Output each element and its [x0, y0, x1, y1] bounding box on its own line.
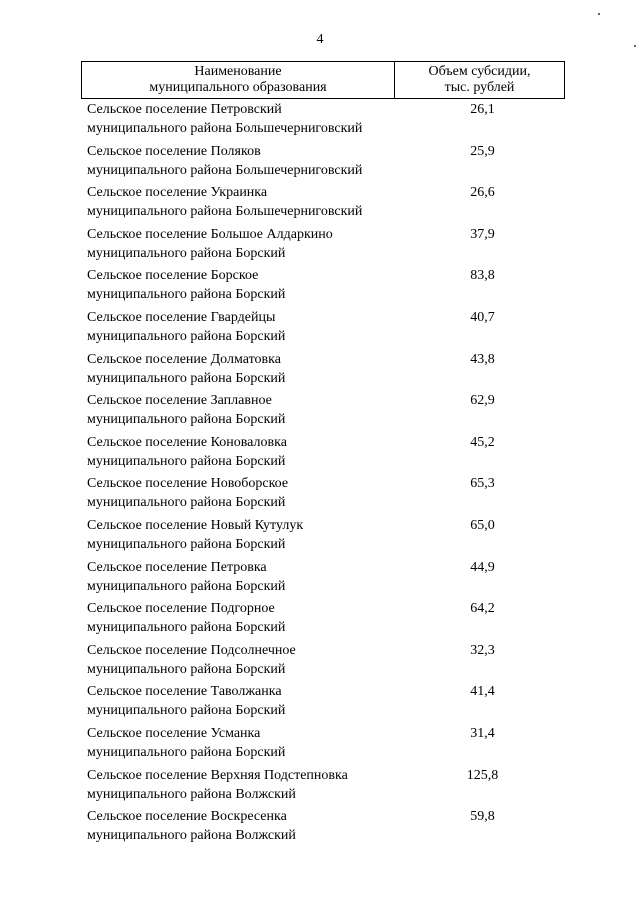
- header-name-column: [82, 62, 395, 98]
- row-name-line1: Сельское поселение Долматовка: [87, 351, 281, 367]
- row-name: [87, 183, 392, 221]
- row-name-line2: муниципального района Большечерниговский: [87, 204, 363, 220]
- table-row: [87, 516, 565, 558]
- row-name-line1: Сельское поселение Борское: [87, 268, 259, 284]
- row-name: [87, 558, 392, 596]
- row-name-line2: муниципального района Борский: [87, 328, 286, 344]
- row-name-line1: Сельское поселение Таволжанка: [87, 684, 282, 700]
- table-row: [87, 474, 565, 516]
- header-name-line2: муниципального образования: [149, 80, 327, 95]
- table-row: [87, 183, 565, 225]
- row-amount: 62,9: [470, 393, 495, 409]
- row-name-line1: Сельское поселение Новоборское: [87, 476, 289, 492]
- scan-speck: [634, 45, 636, 47]
- row-name: [87, 391, 392, 429]
- row-name-line1: Сельское поселение Поляков: [87, 143, 261, 159]
- row-name-line1: Сельское поселение Усманка: [87, 725, 261, 741]
- row-name-line1: Сельское поселение Петровский: [87, 102, 282, 117]
- row-amount: 37,9: [470, 226, 495, 242]
- page-number: 4: [316, 32, 324, 47]
- row-amount: 44,9: [470, 559, 495, 575]
- row-name-line2: муниципального района Борский: [87, 578, 286, 594]
- row-name: [87, 142, 392, 180]
- table-row: [87, 225, 565, 267]
- table-row: [87, 641, 565, 683]
- row-name-line2: муниципального района Борский: [87, 620, 286, 636]
- row-amount: 26,6: [470, 185, 495, 201]
- table-row: [87, 308, 565, 350]
- row-name: [87, 308, 392, 346]
- row-name-line1: Сельское поселение Украинка: [87, 185, 268, 201]
- row-name-line1: Сельское поселение Большое Алдаркино: [87, 226, 333, 242]
- row-amount: 83,8: [470, 268, 495, 284]
- row-name-line1: Сельское поселение Коноваловка: [87, 434, 287, 450]
- row-amount: 25,9: [470, 143, 495, 159]
- table-row: [87, 766, 565, 808]
- row-name: [87, 350, 392, 388]
- row-name-line1: Сельское поселение Подгорное: [87, 601, 275, 617]
- row-name-line2: муниципального района Борский: [87, 453, 286, 469]
- row-name: [87, 599, 392, 637]
- row-name-line2: муниципального района Большечерниговский: [87, 162, 363, 178]
- row-amount: 125,8: [466, 767, 499, 783]
- row-name-line2: муниципального района Борский: [87, 245, 286, 261]
- row-name: [87, 266, 392, 304]
- table-row: [87, 682, 565, 724]
- row-name-line2: муниципального района Борский: [87, 536, 286, 552]
- row-name: [87, 474, 392, 512]
- row-name-line2: муниципального района Борский: [87, 661, 286, 677]
- row-name-line2: муниципального района Борский: [87, 370, 286, 386]
- row-name-line2: муниципального района Волжский: [87, 786, 296, 802]
- row-amount: 59,8: [470, 809, 495, 825]
- row-name: [87, 682, 392, 720]
- row-name-line2: муниципального района Борский: [87, 744, 286, 760]
- row-name-line1: Сельское поселение Воскресенка: [87, 809, 287, 825]
- row-name-line2: муниципального района Волжский: [87, 828, 296, 844]
- row-amount: 64,2: [470, 601, 495, 617]
- row-name-line1: Сельское поселение Гвардейцы: [87, 309, 276, 325]
- scan-speck: [598, 13, 600, 15]
- row-name-line1: Сельское поселение Верхняя Подстепновка: [87, 767, 348, 783]
- row-name: [87, 766, 392, 804]
- table-row: [87, 599, 565, 641]
- table-row: [87, 558, 565, 600]
- row-name-line2: муниципального района Большечерниговский: [87, 121, 363, 136]
- row-name-line2: муниципального района Борский: [87, 495, 286, 511]
- row-name-line1: Сельское поселение Новый Кутулук: [87, 517, 304, 533]
- row-name: [87, 516, 392, 554]
- row-amount: 65,3: [470, 476, 495, 492]
- row-amount: 26,1: [470, 102, 495, 117]
- row-name: [87, 433, 392, 471]
- row-name-line1: Сельское поселение Петровка: [87, 559, 267, 575]
- row-name-line1: Сельское поселение Заплавное: [87, 393, 272, 409]
- row-amount: 41,4: [470, 684, 495, 700]
- row-name-line1: Сельское поселение Подсолнечное: [87, 642, 296, 658]
- table-row: [87, 391, 565, 433]
- row-amount: 45,2: [470, 434, 495, 450]
- table-row: [87, 724, 565, 766]
- table-row: [87, 142, 565, 184]
- row-amount: 32,3: [470, 642, 495, 658]
- row-name-line2: муниципального района Борский: [87, 703, 286, 719]
- table-header: [81, 61, 565, 99]
- table-row: [87, 350, 565, 392]
- header-amount-line2: тыс. рублей: [444, 80, 515, 95]
- table-row: [87, 807, 565, 849]
- table-body: [87, 100, 565, 849]
- table-row: [87, 433, 565, 475]
- row-name: [87, 807, 392, 845]
- header-name-line1: Наименование: [194, 64, 282, 79]
- row-name: [87, 641, 392, 679]
- row-name: [87, 225, 392, 263]
- table-row: [87, 100, 565, 142]
- row-amount: 65,0: [470, 517, 495, 533]
- header-amount-column: [395, 62, 564, 98]
- row-name-line2: муниципального района Борский: [87, 287, 286, 303]
- table-row: [87, 266, 565, 308]
- row-amount: 43,8: [470, 351, 495, 367]
- row-amount: 31,4: [470, 725, 495, 741]
- row-amount: 40,7: [470, 309, 495, 325]
- row-name-line2: муниципального района Борский: [87, 412, 286, 428]
- row-name: [87, 100, 392, 138]
- header-amount-line1: Объем субсидии,: [428, 64, 531, 79]
- row-name: [87, 724, 392, 762]
